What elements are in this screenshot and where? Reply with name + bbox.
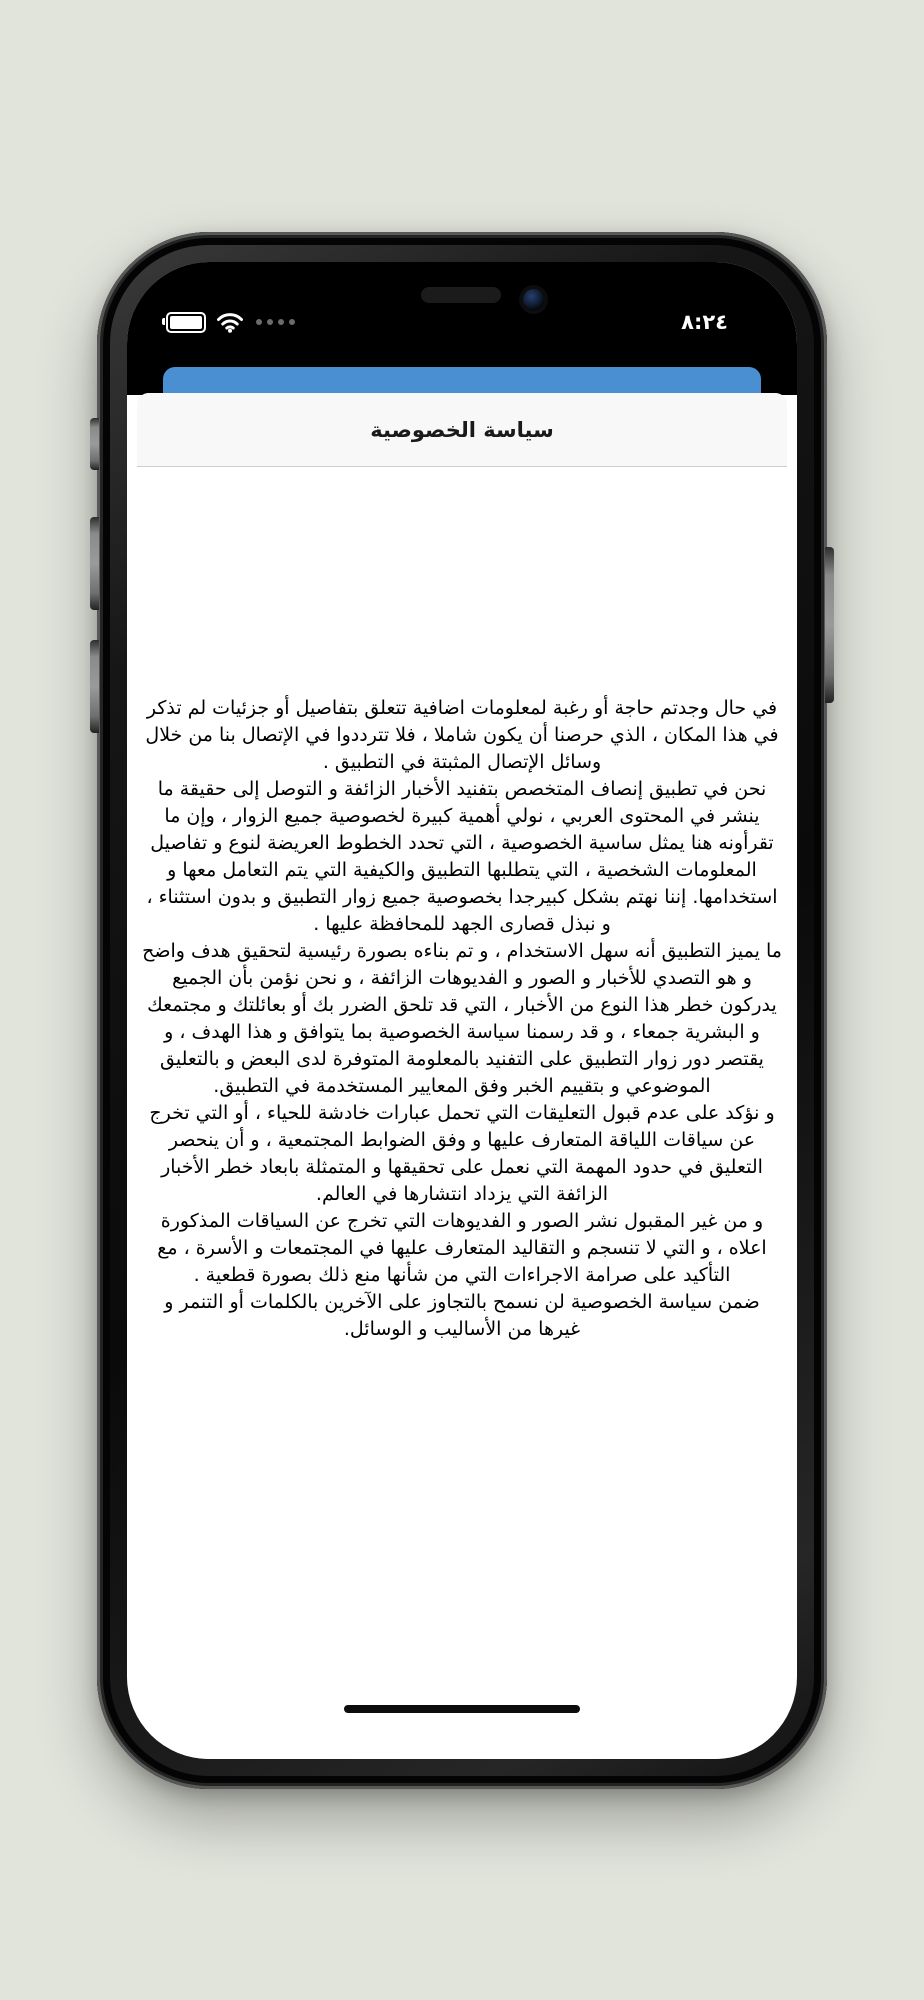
policy-paragraph: نحن في تطبيق إنصاف المتخصص بتفنيد الأخبار الزائفة و التوصل إلى حقيقة ما ينشر في المحتوى العربي ، نولي أهمية كبيرة لخصوصية جميع الزوار ، وإن ما تقرأونه هنا يمثل ساسية الخصوصية ، التي تحدد الخطوط العريضة لنوع و تفاصيل المعلومات الشخصية ، التي يتطلبها التطبيق والكيفية التي يتم التعامل معها و استخدامها. إننا نهتم بشكل كبيرجدا بخصوصية جميع زوار التطبيق و بدون استثناء ، و نبذل قصارى الجهد للمحافظة عليها . (146, 778, 778, 935)
policy-paragraph: في حال وجدتم حاجة أو رغبة لمعلومات اضافية تتعلق بتفاصيل أو جزئيات لم تذكر في هذا المكان ، الذي حرصنا أن يكون شاملا ، فلا تترددوا في الإتصال بنا من خلال وسائل الإتصال المثبتة في التطبيق . (145, 697, 779, 773)
phone-screen (127, 262, 797, 1759)
policy-paragraph: و من غير المقبول نشر الصور و الفديوهات التي تخرج عن السياقات المذكورة اعلاه ، و التي لا تنسجم و التقاليد المتعارف عليها في المجتمعات و الأسرة ، مع التأكيد على صرامة الاجراءات التي من شأنها منع ذلك بصورة قطعية . (157, 1210, 767, 1286)
status-time: ٨:٢٤ (681, 310, 728, 334)
volume-up-button (90, 517, 99, 610)
policy-paragraph: ضمن سياسة الخصوصية لن نسمح بالتجاوز على الآخرين بالكلمات أو التنمر و غيرها من الأساليب و الوسائل. (164, 1291, 760, 1340)
policy-paragraph: ما يميز التطبيق أنه سهل الاستخدام ، و تم بناءه بصورة رئيسية لتحقيق هدف واضح و هو التصدي للأخبار و الصور و الفديوهات الزائفة ، و نحن نؤمن بأن الجميع يدركون خطر هذا النوع من الأخبار ، التي قد تلحق الضرر بك أو بعائلتك و مجتمعك و البشرية جمعاء ، و قد رسمنا سياسة الخصوصية بما يتوافق و هذا الهدف ، و يقتصر دور زوار التطبيق على التفنيد بالمعلومة المتوفرة لدى البعض و بالتعليق الموضوعي و بتقييم الخبر وفق المعايير المستخدمة في التطبيق. (142, 940, 782, 1097)
page-title: سياسة الخصوصية (370, 417, 554, 442)
privacy-policy-sheet (137, 393, 787, 1759)
battery-icon (166, 312, 206, 333)
home-indicator[interactable] (344, 1705, 580, 1713)
earpiece-speaker (421, 287, 501, 303)
power-button (825, 547, 834, 703)
sheet-header (137, 393, 787, 467)
phone-frame (97, 232, 827, 1789)
silent-switch (90, 418, 99, 470)
wifi-icon (216, 312, 244, 333)
status-bar-row (127, 302, 797, 342)
cellular-dots-icon (256, 319, 295, 325)
policy-paragraph: و نؤكد على عدم قبول التعليقات التي تحمل عبارات خادشة للحياء ، أو التي تخرج عن سياقات اللياقة المتعارف عليها و وفق الضوابط المجتمعية ، و أن ينحصر التعليق في حدود المهمة التي نعمل على تحقيقها و المتمثلة بابعاد خطر الأخبار الزائفة التي يزداد انتشارها في العالم. (149, 1102, 775, 1205)
volume-down-button (90, 640, 99, 733)
privacy-policy-content[interactable] (137, 467, 787, 1759)
